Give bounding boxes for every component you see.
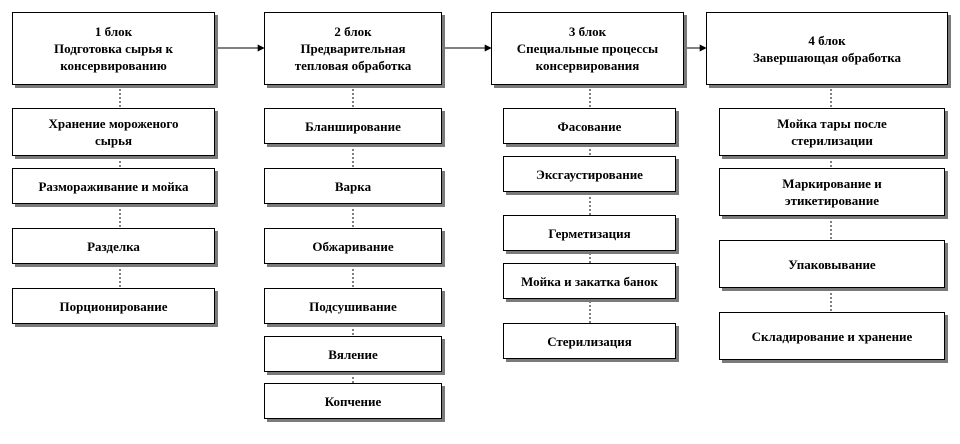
step-label: Варка — [334, 178, 372, 194]
step-label: Эксгаустирование — [536, 166, 643, 182]
step-label: Вяление — [328, 346, 378, 362]
step-label: Фасование — [557, 118, 622, 134]
block-2-step-4 — [264, 288, 442, 324]
step-label: Упаковывание — [788, 256, 876, 272]
step-label: Герметизация — [548, 225, 631, 241]
step-label: этикетирование — [785, 193, 879, 208]
block-2-title-line-1: Предварительная — [300, 41, 406, 56]
step-label: Складирование и хранение — [751, 328, 913, 344]
block-2-title-line-2: тепловая обработка — [294, 58, 412, 73]
block-1-title-line-1: Подготовка сырья к — [54, 41, 173, 56]
block-1-step-2 — [12, 168, 215, 204]
block-1-header — [12, 12, 215, 85]
step-label: Разделка — [87, 238, 140, 254]
step-label: Стерилизация — [547, 333, 632, 349]
block-4-header — [706, 12, 948, 85]
block-2-step-2 — [264, 168, 442, 204]
block-3-title-line-2: консервирования — [535, 58, 640, 73]
block-2-step-1 — [264, 108, 442, 144]
block-2-step-5 — [264, 336, 442, 372]
block-1-number: 1 блок — [94, 24, 133, 39]
block-3-number: 3 блок — [568, 24, 607, 39]
step-label: Порционирование — [59, 298, 168, 314]
block-1-step-3 — [12, 228, 215, 264]
block-3-step-4 — [503, 263, 676, 299]
block-3-step-5 — [503, 323, 676, 359]
block-3-step-2 — [503, 156, 676, 192]
block-3-header — [491, 12, 684, 85]
step-label: Мойка и закатка банок — [521, 273, 658, 289]
block-2-number: 2 блок — [334, 24, 372, 39]
block-4-step-1 — [719, 108, 945, 156]
block-1-title-line-2: консервированию — [60, 58, 167, 73]
step-label: Мойка тары после — [777, 116, 887, 131]
block-3-title-line-1: Специальные процессы — [516, 41, 659, 56]
block-3-step-1 — [503, 108, 676, 144]
step-label: Размораживание и мойка — [38, 178, 189, 194]
block-1-step-1 — [12, 108, 215, 156]
block-2-step-6 — [264, 383, 442, 419]
step-label: Хранение мороженого — [48, 116, 179, 131]
block-4-title-line-1: Завершающая обработка — [752, 49, 902, 65]
step-label: Бланширование — [305, 118, 401, 134]
block-4-step-3 — [719, 240, 945, 288]
block-4-number: 4 блок — [808, 32, 846, 48]
step-label: Маркирование и — [782, 176, 882, 191]
block-3-step-3 — [503, 215, 676, 251]
block-2-header — [264, 12, 442, 85]
step-label: Копчение — [324, 393, 382, 409]
step-label: Обжаривание — [312, 238, 394, 254]
step-label: сырья — [94, 133, 133, 148]
block-4-step-4 — [719, 312, 945, 360]
block-2-step-3 — [264, 228, 442, 264]
block-4-step-2 — [719, 168, 945, 216]
step-label: стерилизации — [791, 133, 873, 148]
step-label: Подсушивание — [309, 298, 397, 314]
block-1-step-4 — [12, 288, 215, 324]
